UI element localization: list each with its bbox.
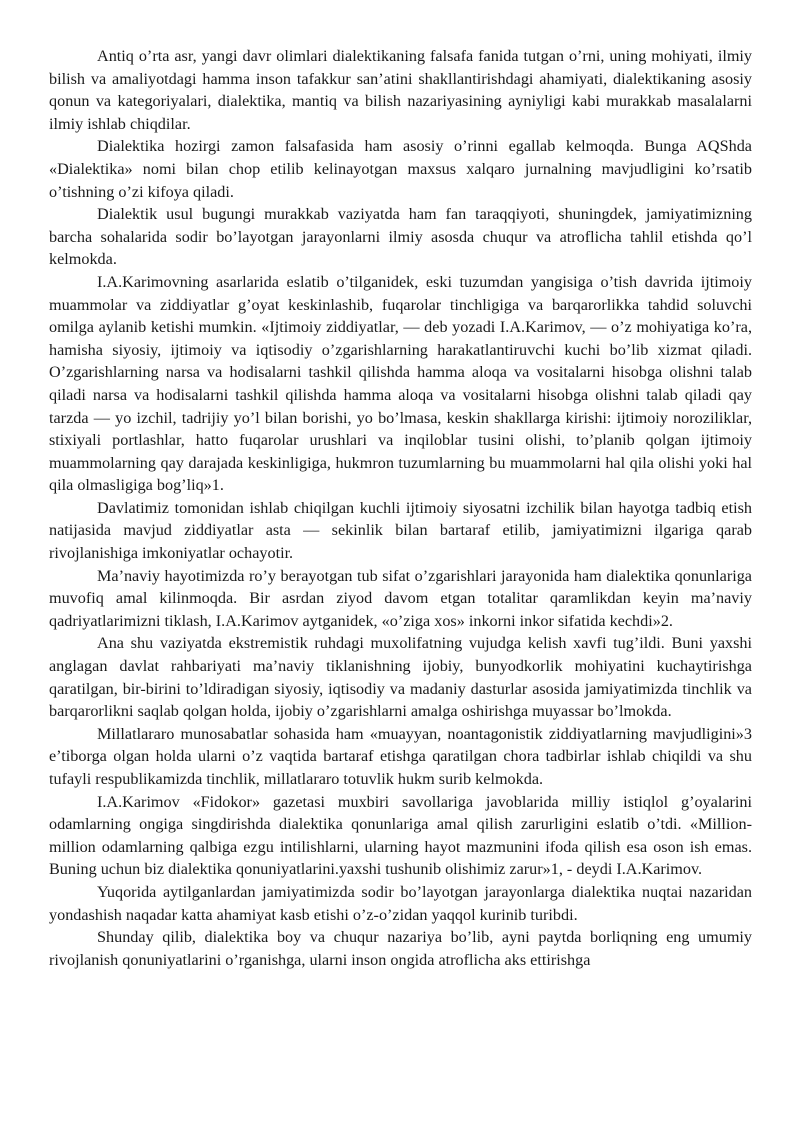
paragraph-3: Dialektik usul bugungi murakkab vaziyatda ham fan taraqqiyoti, shuningdek, jamiyatimizning barcha sohalarida sodir bo’layotgan jarayonlarni ilmiy asosda chuqur va atroflicha tahlil etishda qo’l kelmokda. — [49, 205, 752, 269]
paragraph-10: Yuqorida aytilganlardan jamiyatimizda sodir bo’layotgan jarayonlarga dialektika nuqtai nazaridan yondashish naqadar katta ahamiyat kasb etishi o’z-o’zidan yaqqol kurinib turibdi. — [49, 882, 752, 924]
paragraph-6: Ma’naviy hayotimizda ro’y berayotgan tub sifat o’zgarishlari jarayonida ham dialektika qonunlariga muvofiq amal kilinmoqda. Bir asrdan ziyod davom etgan totalitar qaramlikdan keyin ma’naviy qadriyatlarimizni tiklash, I.A.Karimov aytganidek, «o’ziga xos» inkorni inkor sifatida kechdi»2. — [49, 566, 752, 630]
document-page — [49, 45, 752, 971]
paragraph-11: Shunday qilib, dialektika boy va chuqur nazariya bo’lib, ayni paytda borliqning eng umumiy rivojlanish qonuniyatlarini o’rganishga, ularni inson ongida atroflicha aks ettirishga — [49, 928, 752, 969]
paragraph-5: Davlatimiz tomonidan ishlab chiqilgan kuchli ijtimoiy siyosatni izchilik bilan hayotga tadbiq etish natijasida mavjud ziddiyatlar asta — sekinlik bilan bartaraf etilib, jamiyatimizni ilgariga qarab rivojlanishiga imkoniyatlar ochayotir. — [49, 498, 752, 563]
paragraph-1: Antiq o’rta asr, yangi davr olimlari dialektikaning falsafa fanida tutgan o’rni, uning mohiyati, ilmiy bilish va amaliyotdagi hamma inson tafakkur san’atini shakllantirishdagi ahamiyati, dialektikaning asosiy qonun va kategoriyalari, dialektika, mantiq va bilish nazariyasining ayniyligi kabi murakkab masalalarni ilmiy ishlab chiqdilar. — [49, 47, 752, 133]
paragraph-8: Millatlararo munosabatlar sohasida ham «muayyan, noantagonistik ziddiyatlarning mavjudligini»3 e’tiborga olgan holda ularni o’z vaqtida bartaraf etishga qaratilgan chora tadbirlar ishlab chiqildi va shu tufayli respublikamizda tinchlik, millatlararo totuvlik hukm surib kelmokda. — [49, 724, 752, 788]
paragraph-2: Dialektika hozirgi zamon falsafasida ham asosiy o’rinni egallab kelmoqda. Bunga AQShda «Dialektika» nomi bilan chop etilib kelinayotgan maxsus xalqaro jurnalning mavjudligini ko’rsatib o’tishning o’zi kifoya qiladi. — [49, 137, 752, 201]
paragraph-4: I.A.Karimovning asarlarida eslatib o’tilganidek, eski tuzumdan yangisiga o’tish davrida ijtimoiy muammolar va ziddiyatlar g’oyat keskinlashib, fuqarolar tinchligiga va barqarorlikka tahdid soluvchi omilga aylanib ketishi mumkin. «Ijtimoiy ziddiyatlar, — deb yozadi I.A.Karimov, — o’z mohiyatiga ko’ra, hamisha siyosiy, ijtimoiy va iqtisodiy o’zgarishlarning harakatlantiruvchi kuchi bo’lib xizmat qiladi. O’zgarishlarning narsa va hodisalarni tashkil qilishda hamma aloqa va vositalarni hisobga olishni talab qiladi narsa va hodisalarni tashkil qilishda hamma aloqa va vositalarni hisobga olishni talab qiladi qay tarzda — yo izchil, tadrijiy yo’l bilan borishi, yo bo’lmasa, keskin shakllarga kirishi: ijtimoiy noroziliklar, stixiyali portlashlar, hatto fuqarolar urushlari va inqiloblar tusini olishi, to’planib qolgan ijtimoiy muammolarning qay darajada keskinligiga, hukmron tuzumlarning bu muammolarni hal qila olishi yoki hal qila olmasligiga bog’liq»1. — [49, 272, 752, 495]
paragraph-7: Ana shu vaziyatda ekstremistik ruhdagi muxolifatning vujudga kelish xavfi tug’ildi. Buni yaxshi anglagan davlat rahbariyati ma’naviy tiklanishning ijobiy, bunyodkorlik mohiyatini kuchaytirishga qaratilgan, bir-birini to’ldiradigan siyosiy, iqtisodiy va madaniy dasturlar asosida jamiyatimizda tinchlik va barqarorlikni saqlab qolgan holda, ijobiy o’zgarishlarni amalga oshirishga muyassar bo’lmokda. — [49, 634, 752, 721]
paragraph-9: I.A.Karimov «Fidokor» gazetasi muxbiri savollariga javoblarida milliy istiqlol g’oyalarini odamlarning ongiga singdirishda dialektika qonunlariga amal qilish zarurligini eslatib o’tdi. «Million-million odamlarning qalbiga ezgu intilishlarni, ularning hayot mazmunini ifoda qilish esa oson ish emas. Buning uchun biz dialektika qonuniyatlarini.yaxshi tushunib olishimiz zarur»1, - deydi I.A.Karimov. — [49, 792, 752, 879]
